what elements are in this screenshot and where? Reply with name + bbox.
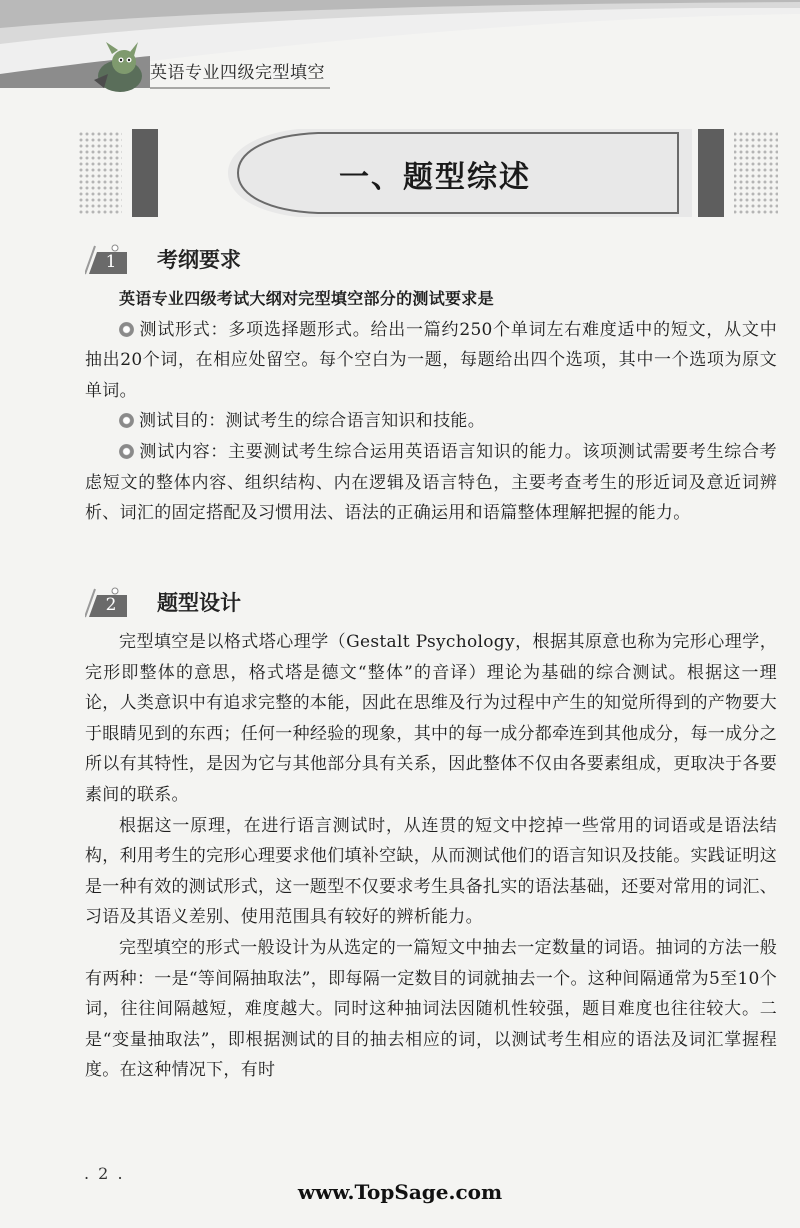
site-url: www.TopSage.com	[297, 1180, 503, 1204]
subsection-2-body	[85, 627, 777, 1086]
mascot-logo	[86, 40, 156, 96]
bullet-text: 测试目的：测试考生的综合语言知识和技能。	[139, 411, 485, 432]
bullet-test-content	[85, 437, 777, 529]
requirement-lead: 英语专业四级考试大纲对完型填空部分的测试要求是	[119, 289, 494, 308]
paragraph: 完型填空是以格式塔心理学（Gestalt Psychology，根据其原意也称为完形心理学，完形即整体的意思，格式塔是德文“整体”的音译）理论为基础的综合测试。根据这一理论，人类意识中有追求完整的本能，因此在思维及行为过程中产生的知觉所得到的产物要大于眼睛见到的东西；任何一种经验的现象，其中的每一成分都牵连到其他成分，每一成分之所以有其特性，是因为它与其他部分具有关系，因此整体不仅由各要素组成，更取决于各要素间的联系。	[85, 632, 777, 805]
section-title: 一、题型综述	[339, 160, 531, 195]
paragraph: 完型填空的形式一般设计为从选定的一篇短文中抽去一定数量的词语。抽词的方法一般有两种：一是“等间隔抽取法”，即每隔一定数目的词就抽去一个。这种间隔通常为5至10个词，往往间隔越短，难度越大。同时这种抽词法因随机性较强，题目难度也往往较大。二是“变量抽取法”，即根据测试的目的抽去相应的词，以测试考生相应的语法及词汇掌握程度。在这种情况下，有时	[85, 937, 777, 1081]
bullet-text: 测试形式：多项选择题形式。给出一篇约250个单词左右难度适中的短文，从文中抽出20个词，在相应处留空。每个空白为一题，每题给出四个选项，其中一个选项为原文单词。	[85, 319, 777, 401]
bullet-test-format	[85, 315, 777, 407]
bullet-icon	[119, 444, 134, 459]
bullet-test-purpose	[85, 406, 777, 437]
number-badge-2	[85, 587, 129, 619]
subsection-1-body	[85, 284, 777, 529]
paragraph: 根据这一原理，在进行语言测试时，从连贯的短文中挖掉一些常用的词语或是语法结构，利用考生的完形心理要求他们填补空缺，从而测试他们的语言知识及技能。实践证明这是一种有效的测试形式，这一题型不仅要求考生具备扎实的语法基础，还要对常用的词汇、习语及其语义差别、使用范围具有较好的辨析能力。	[85, 815, 777, 928]
subsection-heading-1	[85, 244, 385, 280]
bullet-icon	[119, 413, 134, 428]
bullet-text: 测试内容：主要测试考生综合运用英语语言知识的能力。该项测试需要考生综合考虑短文的整体内容、组织结构、内在逻辑及语言特色，主要考查考生的形近词及意近词辨析、词汇的固定搭配及习惯用法、语法的正确运用和语篇整体理解把握的能力。	[85, 441, 777, 524]
subsection-heading-2	[85, 587, 385, 623]
page-number: . 2 .	[84, 1164, 125, 1183]
bullet-icon	[119, 322, 134, 337]
number-badge-1-label: 1	[105, 252, 117, 272]
subsection-title-2: 题型设计	[157, 591, 241, 615]
running-header-title: 英语专业四级完型填空	[150, 63, 325, 83]
number-badge-2-label: 2	[105, 595, 117, 615]
number-badge-1	[85, 244, 129, 276]
subsection-title-1: 考纲要求	[157, 248, 241, 272]
